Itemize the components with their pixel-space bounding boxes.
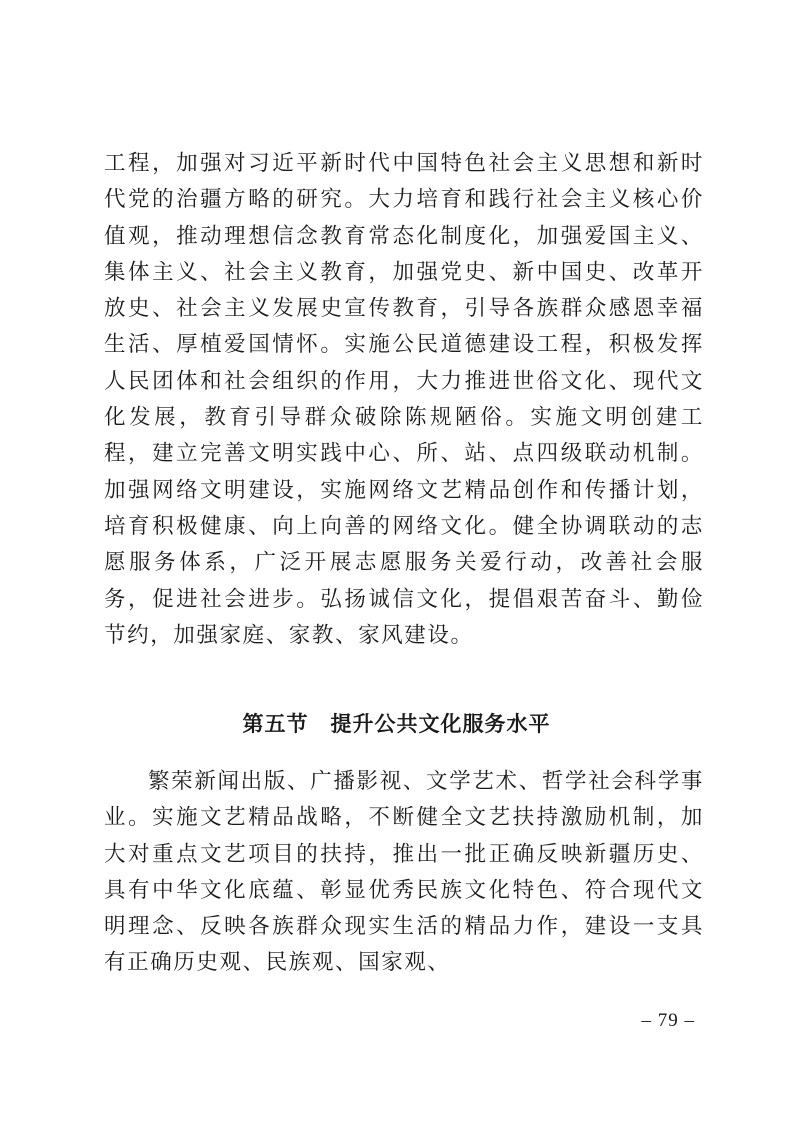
section-heading: 第五节 提升公共文化服务水平: [242, 712, 551, 736]
page-number: – 79 –: [641, 1010, 695, 1031]
body-paragraph: 工程，加强对习近平新时代中国特色社会主义思想和新时代党的治疆方略的研究。大力培育和践行社会主义核心价值观，推动理想信念教育常态化制度化，加强爱国主义、集体主义、社会主义教育，加强党史、新中国史、改革开放史、社会主义发展史宣传教育，引导各族群众感恩幸福生活、厚植爱国情怀。实施公民道德建设工程，积极发挥人民团体和社会组织的作用，大力推进世俗文化、现代文化发展，教育引导群众破除陈规陋俗。实施文明创建工程，建立完善文明实践中心、所、站、点四级联动机制。加强网络文明建设，实施网络文艺精品创作和传播计划，培育积极健康、向上向善的网络文化。健全协调联动的志愿服务体系，广泛开展志愿服务关爱行动，改善社会服务，促进社会进步。弘扬诚信文化，提倡艰苦奋斗、勤俭节约，加强家庭、家教、家风建设。: [104, 151, 704, 648]
body-paragraph: 繁荣新闻出版、广播影视、文学艺术、哲学社会科学事业。实施文艺精品战略，不断健全文艺扶持激励机制，加大对重点文艺项目的扶持，推出一批正确反映新疆历史、具有中华文化底蕴、彰显优秀民族文化特色、符合现代文明理念、反映各族群众现实生活的精品力作，建设一支具有正确历史观、民族观、国家观、: [104, 769, 704, 976]
